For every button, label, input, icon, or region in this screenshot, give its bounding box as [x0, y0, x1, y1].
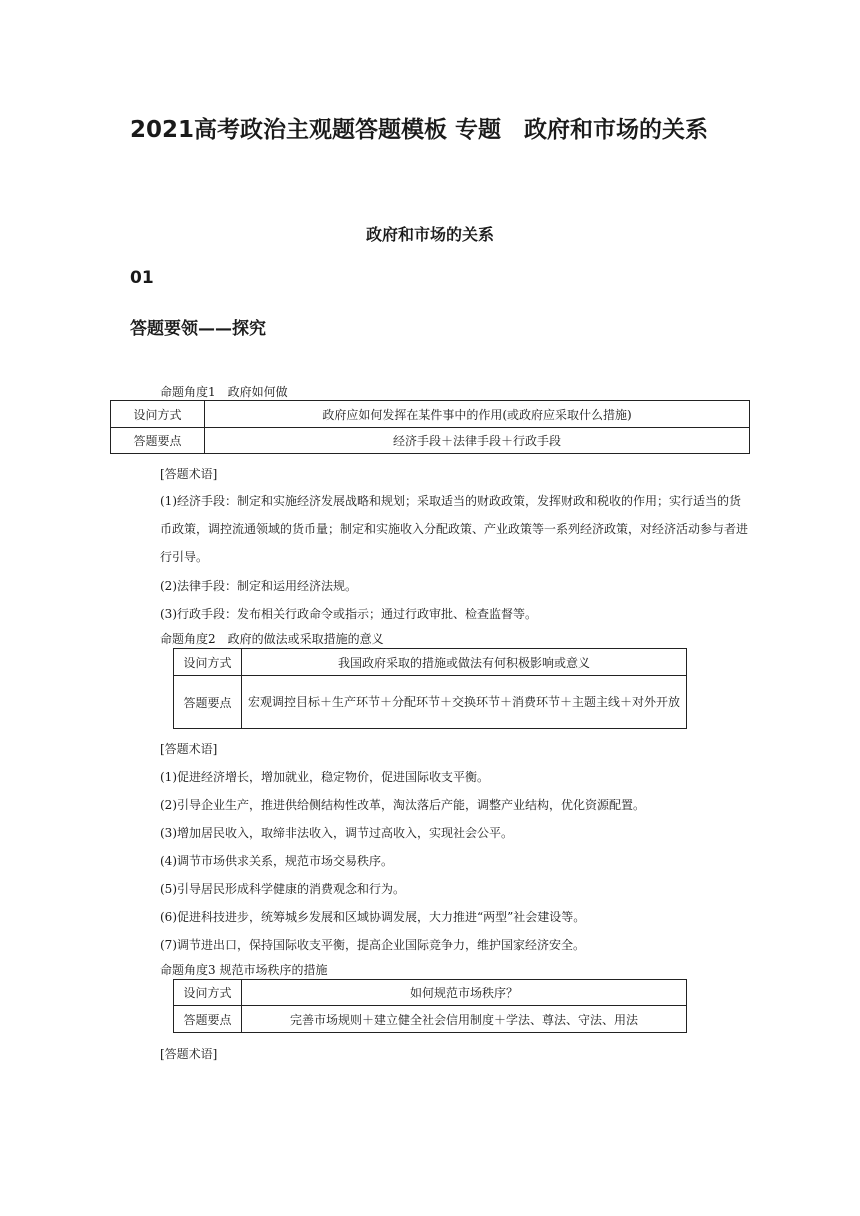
table-value-cell: 宏观调控目标＋生产环节＋分配环节＋交换环节＋消费环节＋主题主线＋对外开放: [242, 676, 687, 729]
list-item: (2)引导企业生产，推进供给侧结构性改革，淘汰落后产能，调整产业结构，优化资源配置。: [160, 798, 646, 812]
table-value-cell: 我国政府采取的措施或做法有何积极影响或意义: [242, 649, 687, 676]
table-key-cell: 答题要点: [174, 676, 242, 729]
list-item: (4)调节市场供求关系，规范市场交易秩序。: [160, 854, 393, 868]
list-item: (6)促进科技进步，统筹城乡发展和区域协调发展，大力推进“两型”社会建设等。: [160, 910, 586, 924]
table-row: [111, 401, 750, 428]
table-key-cell: 答题要点: [111, 428, 205, 454]
table-row: [174, 649, 687, 676]
terms-label: [答题术语]: [160, 467, 218, 481]
table-key-cell: 设问方式: [174, 980, 242, 1006]
list-item: (1)经济手段：制定和实施经济发展战略和规划；采取适当的财政政策，发挥财政和税收的作用；实行适当的货币政策，调控流通领域的货币量；制定和实施收入分配政策、产业政策等一系列经济政策，对经济活动参与者进行引导。: [160, 494, 749, 564]
table-row: [174, 1006, 687, 1033]
angle3-table: [173, 979, 687, 1033]
section-heading: 答题要领——探究: [130, 319, 266, 339]
table-value-cell: 政府应如何发挥在某件事中的作用(或政府应采取什么措施): [205, 401, 750, 428]
terms-label: [答题术语]: [160, 1047, 218, 1061]
angle1-caption: 命题角度1 政府如何做: [160, 385, 288, 399]
table-key-cell: 设问方式: [174, 649, 242, 676]
angle1-table: [110, 400, 750, 454]
list-item: (3)增加居民收入，取缔非法收入，调节过高收入，实现社会公平。: [160, 826, 514, 840]
table-value-cell: 经济手段＋法律手段＋行政手段: [205, 428, 750, 454]
angle2-caption: 命题角度2 政府的做法或采取措施的意义: [160, 632, 384, 646]
section-subtitle: 政府和市场的关系: [365, 225, 494, 244]
table-key-cell: 答题要点: [174, 1006, 242, 1033]
table-key-cell: 设问方式: [111, 401, 205, 428]
table-value-cell: 如何规范市场秩序？: [242, 980, 687, 1006]
table-row: [174, 676, 687, 729]
list-item: (1)促进经济增长，增加就业，稳定物价，促进国际收支平衡。: [160, 770, 490, 784]
list-item: (7)调节进出口，保持国际收支平衡，提高企业国际竞争力，维护国家经济安全。: [160, 938, 586, 952]
table-row: [174, 980, 687, 1006]
list-item: (5)引导居民形成科学健康的消费观念和行为。: [160, 882, 405, 896]
list-item: (3)行政手段：发布相关行政命令或指示；通过行政审批、检查监督等。: [160, 607, 538, 621]
document-title: 2021高考政治主观题答题模板 专题 政府和市场的关系: [130, 117, 709, 143]
angle2-table: [173, 648, 687, 729]
section-number: 01: [130, 268, 154, 288]
table-row: [111, 428, 750, 454]
angle3-caption: 命题角度3 规范市场秩序的措施: [160, 963, 328, 977]
terms-label: [答题术语]: [160, 742, 218, 756]
table-value-cell: 完善市场规则＋建立健全社会信用制度＋学法、尊法、守法、用法: [242, 1006, 687, 1033]
list-item: (2)法律手段：制定和运用经济法规。: [160, 579, 357, 593]
